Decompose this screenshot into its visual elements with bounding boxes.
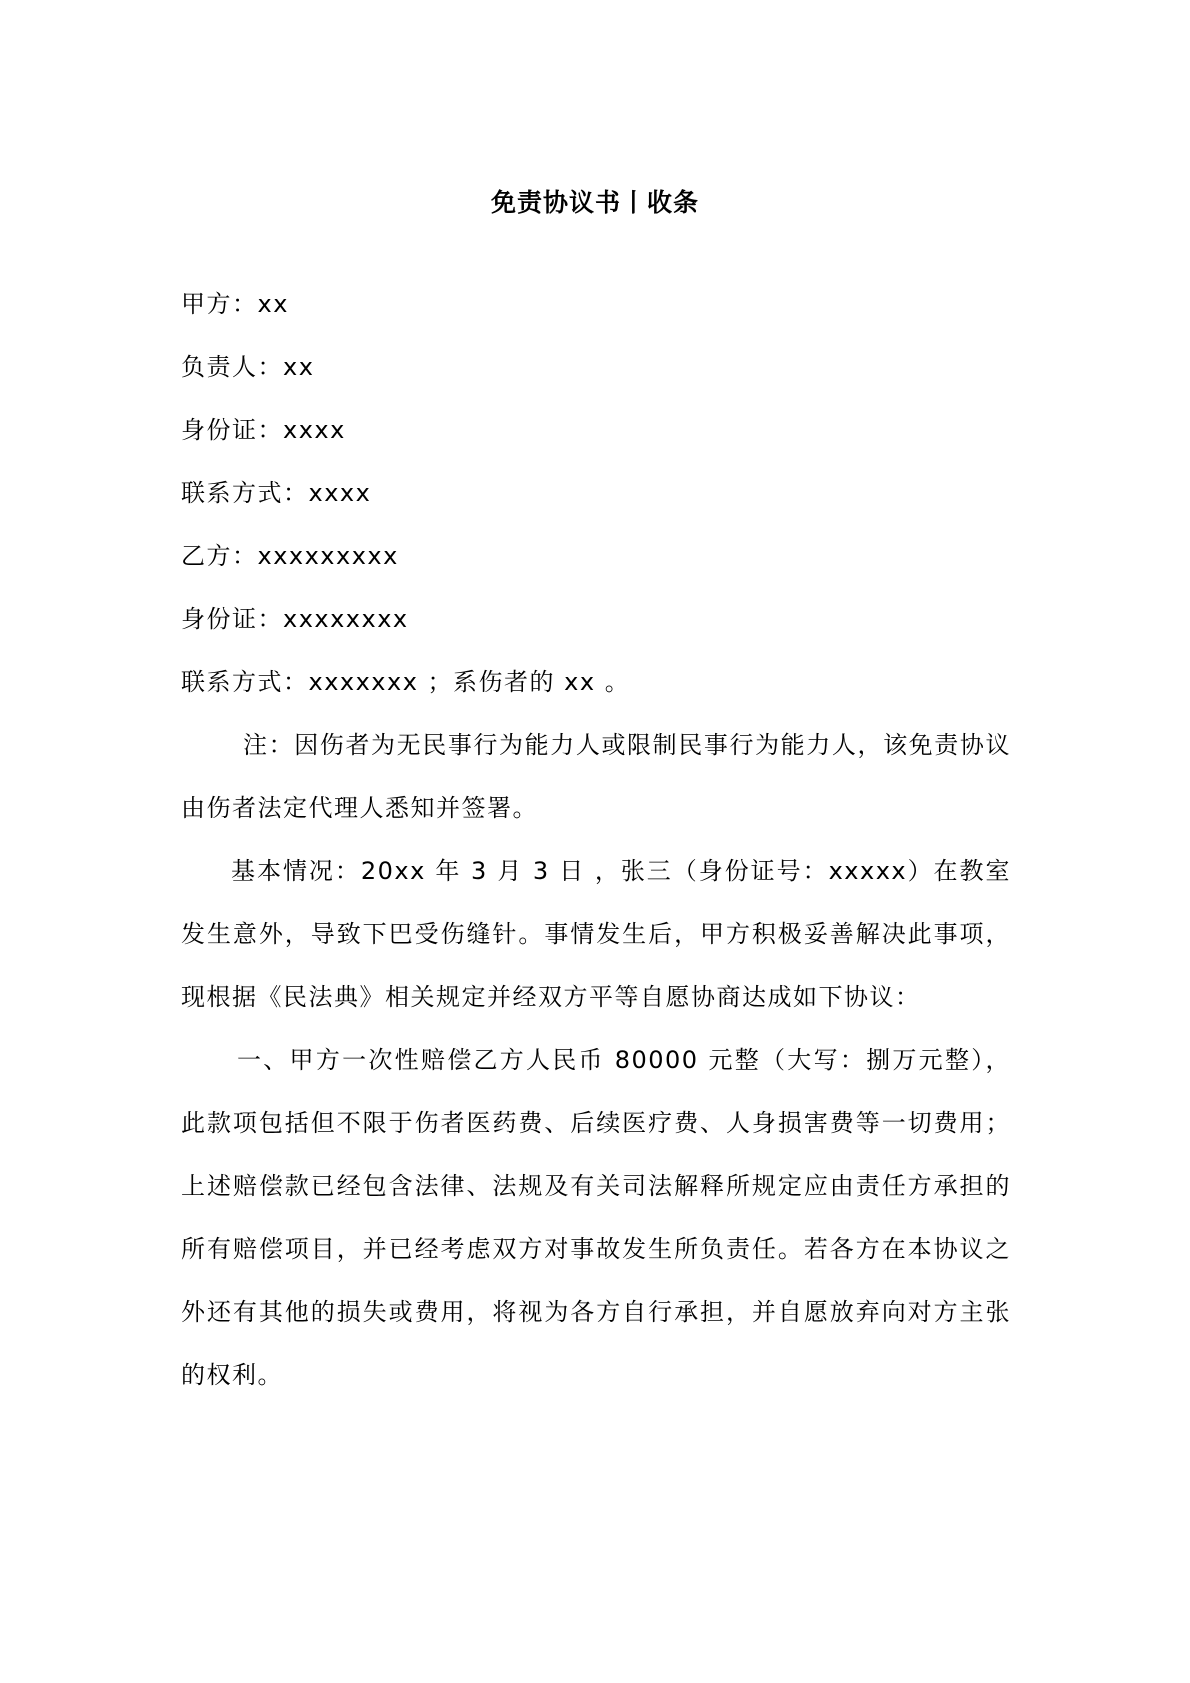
contact-b: 联系方式：xxxxxxx ；系伤者的 xx 。	[181, 668, 631, 696]
id-card-a: 身份证：xxxx	[181, 416, 346, 444]
clause-1-paragraph: 一、甲方一次性赔偿乙方人民币 80000 元整（大写：捌万元整），此款项包括但不限于伤者医药费、后续医疗费、人身损害费等一切费用；上述赔偿款已经包含法律、法规及有关司法解释所规定应由责任方承担的所有赔偿项目，并已经考虑双方对事故发生所负责任。若各方在本协议之外还有其他的损失或费用，将视为各方自行承担，并自愿放弃向对方主张的权利。	[181, 1046, 1011, 1389]
party-a: 甲方：xx	[181, 290, 289, 318]
contact-a: 联系方式：xxxx	[181, 479, 372, 507]
document-title: 免责协议书丨收条	[490, 188, 699, 217]
id-card-b: 身份证：xxxxxxxx	[181, 605, 409, 633]
note-paragraph: 注：因伤者为无民事行为能力人或限制民事行为能力人，该免责协议由伤者法定代理人悉知并签署。	[181, 731, 1011, 822]
document-body	[181, 273, 1011, 1407]
party-b: 乙方：xxxxxxxxx	[181, 542, 399, 570]
basic-situation-paragraph: 基本情况：20xx 年 3 月 3 日 ，张三（身份证号：xxxxx）在教室发生意外，导致下巴受伤缝针。事情发生后，甲方积极妥善解决此事项，现根据《民法典》相关规定并经双方平等自愿协商达成如下协议：	[181, 857, 1011, 1011]
person-in-charge: 负责人：xx	[181, 353, 315, 381]
